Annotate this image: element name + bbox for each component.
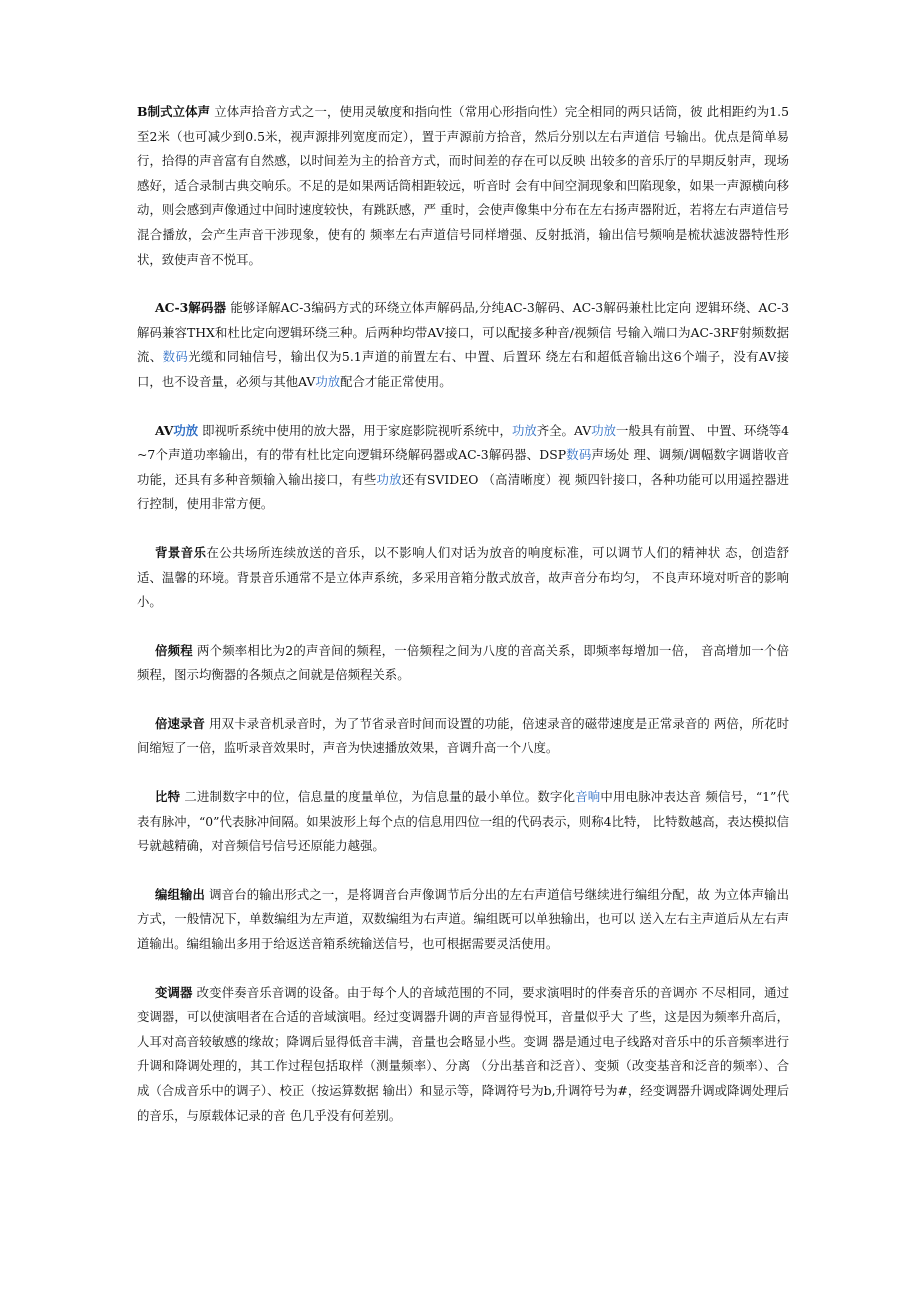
inline-link[interactable]: 数码	[162, 349, 189, 365]
glossary-entry-octave	[137, 639, 789, 688]
entry-text: 光缆和同轴信号，输出仅为5.1声道的前置左右、中置、后置环 绕左右和超低音输出这6个端子，没有AV接口，也不设音量，必须与其他AV	[137, 349, 790, 389]
entry-term: B制式立体声	[137, 104, 211, 119]
entry-text: 齐全。AV	[536, 422, 592, 438]
entry-term: 背景音乐	[155, 544, 207, 560]
entry-text: 还有SVIDEO （高清晰度）视 频四针接口，各种功能可以用遥控器进行控制，使用非常方便。	[137, 471, 790, 512]
entry-term: 比特	[155, 789, 181, 805]
entry-text: 调音台的输出形式之一，是将调音台声像调节后分出的左右声道信号继续进行编组分配，故 为立体声输出方式，一般情况下，单数编组为左声道，双数编组为右声道。编组既可以单独输出，也可以 送入左右主声道后从左右声道输出。编组输出多用于给返送音箱系统输送信号，也可根据需要灵活使用。	[137, 886, 790, 952]
glossary-body	[137, 100, 789, 1152]
glossary-entry-ac3-decoder	[137, 296, 789, 394]
entry-text: 配合才能正常使用。	[340, 373, 452, 389]
entry-text: 一般具有前置、 中置、环绕等4~7个声道功率输出，有的带有杜比定向逻辑环绕解码器或AC-3解码器、DSP	[137, 422, 789, 463]
entry-text: 用双卡录音机录音时，为了节省录音时间而设置的功能，倍速录音的磁带速度是正常录音的 两倍，所花时间缩短了一倍，监听录音效果时，声音为快速播放效果，音调升高一个八度。	[137, 715, 790, 756]
glossary-entry-bgm	[137, 541, 789, 615]
entry-term: 编组输出	[155, 886, 206, 902]
entry-text: 两个频率相比为2的声音间的频程，一倍频程之间为八度的音高关系，即频率每增加一倍， 音高增加一个倍频程，图示均衡器的各频点之间就是倍频程关系。	[137, 642, 789, 683]
inline-link[interactable]: 功放	[511, 422, 537, 438]
glossary-entry-b-stereo	[137, 100, 789, 272]
entry-text: 立体声拾音方式之一，使用灵敏度和指向性（常用心形指向性）完全相同的两只话筒，彼 此相距约为1.5至2米（也可减少到0.5米，视声源排列宽度而定），置于声源前方拾音，然后分别以左右声道信 号输出。优点是简单易行，拾得的声音富有自然感，以时间差为主的拾音方式，而时间差的存在可以反映 出较多的音乐厅的早期反射声，现场感好，适合录制古典交响乐。不足的是如果两话筒相距较远，听音时 会有中间空洞现象和凹陷现象，如果一声源横向移动，则会感到声像通过中间时速度较快，有跳跃感，严 重时，会使声像集中分布在左右扬声器附近，若将左右声道信号混合播放，会产生声音干涉现象，使有的 频率左右声道信号同样增强、反射抵消，输出信号频响是梳状滤波器特性形状，致使声音不悦耳。	[137, 104, 789, 267]
entry-term: 倍频程	[155, 642, 193, 658]
entry-term-link[interactable]: 功放	[173, 422, 199, 438]
entry-text: 能够译解AC-3编码方式的环绕立体声解码品,分纯AC-3解码、AC-3解码兼杜比定向 逻辑环绕、AC-3解码兼容THX和杜比定向逻辑环绕三种。后两种均带AV接口，可以配接多种音/视频信 号输入端口为AC-3RF射频数据流、	[137, 300, 789, 365]
entry-text: 声场处 理、调频/调幅数字调谐收音功能，还具有多种音频输入输出接口，有些	[137, 447, 790, 487]
entry-text: 即视听系统中使用的放大器，用于家庭影院视听系统中，	[198, 422, 512, 438]
glossary-entry-group-output	[137, 883, 789, 957]
inline-link[interactable]: 功放	[376, 471, 402, 487]
inline-link[interactable]: 数码	[566, 447, 592, 463]
entry-text: 在公共场所连续放送的音乐，以不影响人们对话为放音的响度标准，可以调节人们的精神状 态，创造舒适、温馨的环境。背景音乐通常不是立体声系统，多采用音箱分散式放音，故声音分布均匀， 不良声环境对听音的影响小。	[137, 544, 789, 610]
entry-term: AC-3解码器	[155, 300, 227, 316]
glossary-entry-double-speed	[137, 712, 789, 761]
glossary-entry-key-changer	[137, 981, 789, 1129]
entry-text: 二进制数字中的位，信息量的度量单位，为信息量的最小单位。数字化	[180, 789, 576, 805]
entry-term: 倍速录音	[155, 715, 206, 731]
entry-text: 中用电脉冲表达音 频信号，“1”代表有脉冲，“0”代表脉冲间隔。如果波形上每个点的信息用四位一组的代码表示，则称4比特， 比特数越高，表达模拟信号就越精确，对音频信号信号还原能力越强。	[137, 789, 789, 854]
glossary-entry-bit	[137, 785, 789, 859]
inline-link[interactable]: 功放	[591, 422, 617, 438]
inline-link[interactable]: 音响	[575, 789, 601, 805]
inline-link[interactable]: 功放	[315, 373, 341, 389]
entry-text: 改变伴奏音乐音调的设备。由于每个人的音域范围的不同，要求演唱时的伴奏音乐的音调亦 不尽相同，通过变调器，可以使演唱者在合适的音域演唱。经过变调器升调的声音显得悦耳，音量似乎大 了些，这是因为频率升高后，人耳对高音较敏感的缘故；降调后显得低音丰满，音量也会略显小些。变调 器是通过电子线路对音乐中的乐音频率进行升调和降调处理的，其工作过程包括取样（测量频率）、分离 （分出基音和泛音）、变频（改变基音和泛音的频率）、合成（合成音乐中的调子）、校正（按运算数据 输出）和显示等，降调符号为b,升调符号为#，经变调器升调或降调处理后的音乐，与原载体记录的音 色几乎没有何差别。	[137, 984, 789, 1123]
entry-term: AV	[155, 422, 174, 438]
entry-term: 变调器	[155, 984, 193, 1000]
glossary-entry-av-amp	[137, 419, 789, 517]
